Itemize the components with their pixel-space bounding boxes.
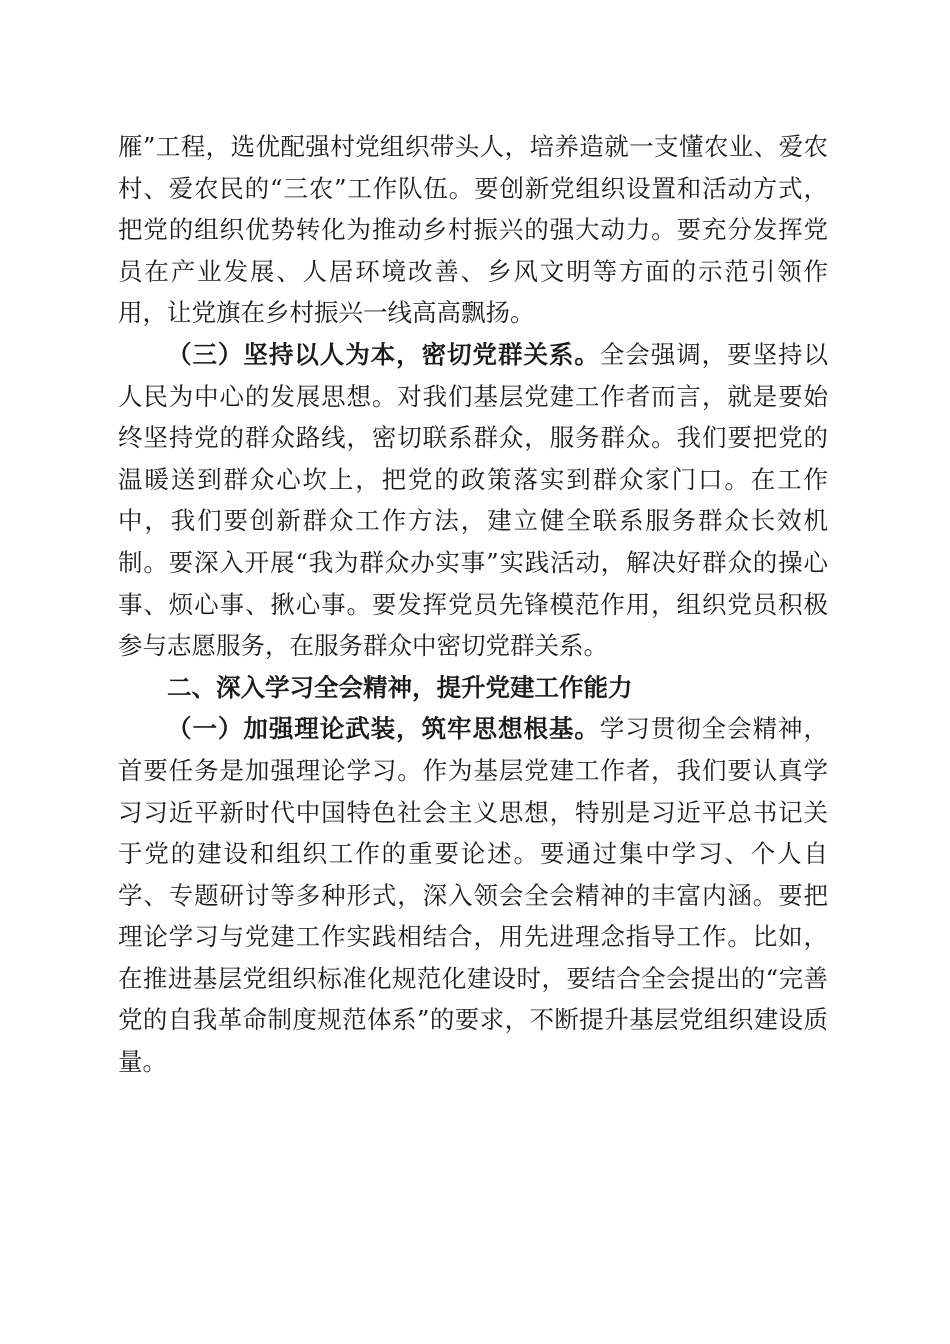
paragraph-lead: （三）坚持以人为本，密切党群关系。 [167,339,600,369]
paragraph-text: 学习贯彻全会精神，首要任务是加强理论学习。作为基层党建工作者，我们要认真学习习近平新时代中国特色社会主义思想，特别是习近平总书记关于党的建设和组织工作的重要论述。要通过集中学习、个人自学、专题研讨等多种形式，深入领会全会精神的丰富内涵。要把理论学习与党建工作实践相结合，用先进理念指导工作。比如，在推进基层党组织标准化规范化建设时，要结合全会提出的“完善党的自我革命制度规范体系”的要求，不断提升基层党组织建设质量。 [118,714,829,1077]
paragraph-lead: （一）加强理论武装，筑牢思想根基。 [167,714,600,744]
paragraph-theory-study [118,708,828,1082]
section-heading: 二、深入学习全会精神，提升党建工作能力 [167,672,633,702]
paragraph-continuation [118,126,828,334]
paragraph-text: 全会强调，要坚持以人民为中心的发展思想。对我们基层党建工作者而言，就是要始终坚持党的群众路线，密切联系群众，服务群众。我们要把党的温暖送到群众心坎上，把党的政策落实到群众家门口。在工作中，我们要创新群众工作方法，建立健全联系服务群众长效机制。要深入开展“我为群众办实事”实践活动，解决好群众的操心事、烦心事、揪心事。要发挥党员先锋模范作用，组织党员积极参与志愿服务，在服务群众中密切党群关系。 [118,339,829,661]
document-body [118,126,828,1083]
paragraph-party-mass-relations [118,334,828,667]
paragraph-text: 雁”工程，选优配强村党组织带头人，培养造就一支懂农业、爱农村、爱农民的“三农”工作队伍。要创新党组织设置和活动方式，把党的组织优势转化为推动乡村振兴的强大动力。要充分发挥党员在产业发展、人居环境改善、乡风文明等方面的示范引领作用，让党旗在乡村振兴一线高高飘扬。 [118,132,828,328]
